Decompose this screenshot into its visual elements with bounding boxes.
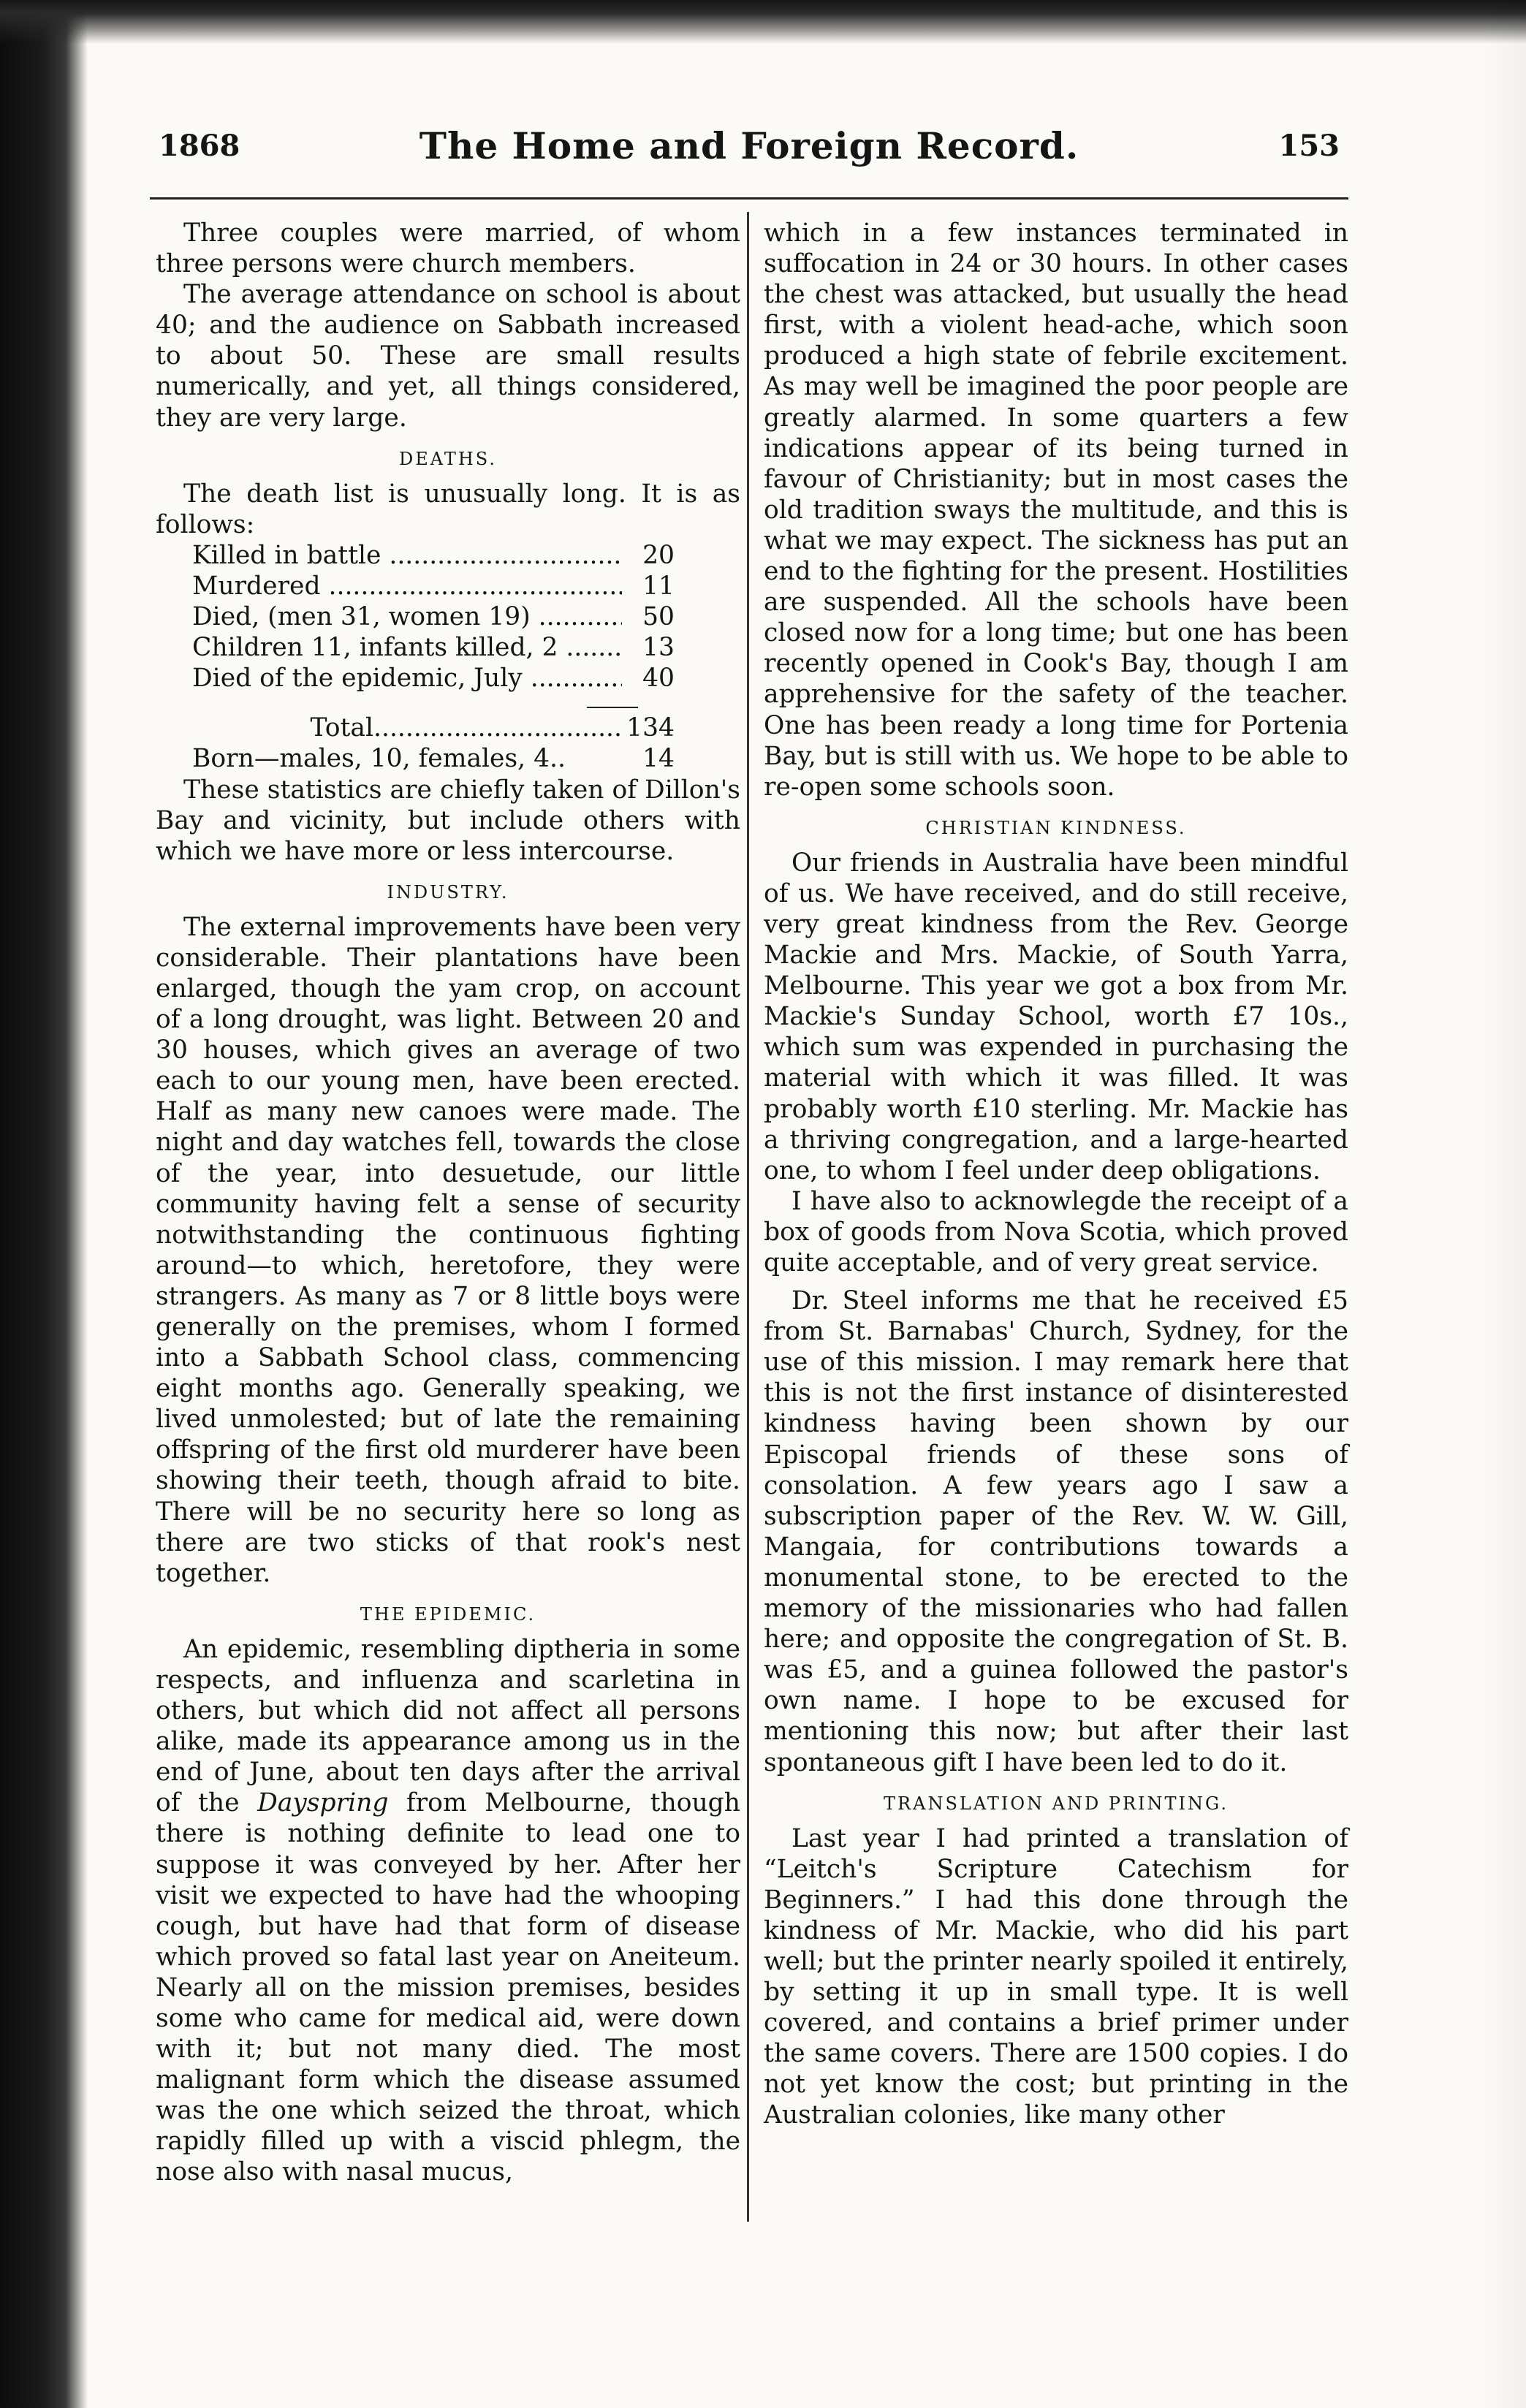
section-heading-epidemic: THE EPIDEMIC. xyxy=(360,1603,536,1625)
epidemic-text-start: An epidemic, resembling diptheria in some respects, and influenza and scarletina in others, but which did not affect all persons alike, made its appearance among us in the end of June, about ten days after the arrival of the xyxy=(156,1634,740,1818)
epidemic-text-end: from Melbourne, though there is nothing definite to lead one to suppose it was conveyed by her. After her visit we expected to have had the whooping cough, but have had that form of disease which proved so fatal last year on Aneiteum. Nearly all on the mission premises, besides some who came for medical aid, were down with it; but not many died. The most malignant form which the disease assumed was the one which seized the throat, which rapidly filled up with a viscid phlegm, the nose also with nasal mucus, xyxy=(156,1788,740,2187)
total-rule xyxy=(587,707,638,708)
stat-value: 11 xyxy=(642,571,675,601)
page-scan-edge-right xyxy=(1482,0,1526,2408)
running-header xyxy=(150,124,1348,194)
stat-label: Children 11, infants killed, 2 ..... xyxy=(192,632,622,663)
stat-label: Murdered ..... xyxy=(192,571,622,601)
born-value: 14 xyxy=(642,744,675,774)
stat-value: 50 xyxy=(642,602,675,632)
stat-value: 40 xyxy=(642,664,675,694)
stat-row xyxy=(192,571,675,601)
paragraph-attendance: The average attendance on school is about 40; and the audience on Sabbath increased to about 50. These are small results numerically, and yet, all things considered, they are very large. xyxy=(156,280,740,433)
journal-title: The Home and Foreign Record. xyxy=(419,124,1079,167)
total-label: Total ..... xyxy=(192,713,622,743)
born-row xyxy=(192,743,675,774)
paragraph-kindness-st-barnabas: Dr. Steel informs me that he received £5 from St. Barnabas' Church, Sydney, for the use of this mission. I may remark here that this is not the first instance of disinterested kindness having been shown by our Episcopal friends of these sons of consolation. A few years ago I saw a subscription paper of the Rev. W. W. Gill, Mangaia, for contributions towards a monumental stone, to be erected to the memory of the missionaries who had fallen here; and opposite the congregation of St. B. was £5, and a guinea followed the pastor's own name. I hope to be excused for mentioning this now; but after their last spontaneous gift I have been led to do it. xyxy=(764,1286,1348,1777)
stat-label: Died of the epidemic, July ..... xyxy=(192,663,622,694)
section-heading-translation: TRANSLATION AND PRINTING. xyxy=(884,1793,1229,1814)
stat-value: 20 xyxy=(642,540,675,570)
paragraph-translation: Last year I had printed a translation of “Leitch's Scripture Catechism for Beginners.” I had this done through the kindness of Mr. Mackie, who did his part well; but the printer nearly spoiled it entirely, by setting it up in small type. It is well covered, and contains a brief primer under the same covers. There are 1500 copies. I do not yet know the cost; but printing in the Australian colonies, like many other xyxy=(764,1823,1348,2130)
stat-row xyxy=(192,632,675,663)
page-scan-edge-left xyxy=(0,0,88,2408)
section-heading-christian-kindness: CHRISTIAN KINDNESS. xyxy=(925,817,1187,838)
paragraph-kindness-nova-scotia: I have also to acknowlegde the receipt of a box of goods from Nova Scotia, which proved quite acceptable, and of very great service. xyxy=(764,1186,1348,1277)
stat-row xyxy=(192,601,675,632)
right-column xyxy=(764,218,1348,2131)
born-label: Born—males, 10, females, 4.. xyxy=(192,744,566,774)
paragraph-epidemic xyxy=(156,1634,740,2188)
column-divider xyxy=(747,212,749,2222)
paragraph-epidemic-continued: which in a few instances terminated in suffocation in 24 or 30 hours. In other cases the chest was attacked, but usually the head first, with a violent head-ache, which soon produced a high state of febrile excitement. As may well be imagined the poor people are greatly alarmed. In some quarters a few indications appear of its being turned in favour of Christianity; but in most cases the old tradition sways the multitude, and this is what we may expect. The sickness has put an end to the fighting for the present. Hostilities are suspended. All the schools have been closed now for a long time; but one has been recently opened in Cook's Bay, though I am apprehensive for the safety of the teacher. One has been ready a long time for Portenia Bay, but is still with us. We hope to be able to re-open some schools soon. xyxy=(764,219,1348,802)
stat-value: 13 xyxy=(642,633,675,663)
ship-name: Dayspring xyxy=(257,1788,389,1818)
stat-row xyxy=(192,663,675,694)
left-column xyxy=(156,218,740,2188)
paragraph-industry: The external improvements have been very considerable. Their plantations have been enlarged, though the yam crop, on account of a long drought, was light. Between 20 and 30 houses, which gives an average of two each to our young men, have been erected. Half as many new canoes were made. The night and day watches fell, towards the close of the year, into desuetude, our little community having felt a sense of security notwithstanding the continuous fighting around—to which, heretofore, they were strangers. As many as 7 or 8 little boys were generally on the premises, whom I formed into a Sabbath School class, commencing eight months ago. Generally speaking, we lived unmolested; but of late the remaining offspring of the first old murderer have been showing their teeth, though afraid to bite. There will be no security here so long as there are two sticks of that rook's nest together. xyxy=(156,912,740,1588)
total-value: 134 xyxy=(626,713,675,743)
paragraph-marriages: Three couples were married, of whom three persons were church members. xyxy=(156,219,740,279)
paragraph-statistics: These statistics are chiefly taken of Dillon's Bay and vicinity, but include others with which we have more or less intercourse. xyxy=(156,775,740,866)
section-heading-deaths: DEATHS. xyxy=(399,448,497,469)
stat-label: Died, (men 31, women 19) ..... xyxy=(192,601,622,632)
header-year: 1868 xyxy=(159,129,240,163)
stat-label: Killed in battle ..... xyxy=(192,540,622,571)
section-heading-industry: INDUSTRY. xyxy=(387,881,509,903)
page-number: 153 xyxy=(1278,129,1340,163)
death-statistics-table xyxy=(192,540,740,694)
total-row xyxy=(192,713,675,743)
paragraph-death-list: The death list is unusually long. It is as follows: xyxy=(156,479,740,539)
stat-row xyxy=(192,540,675,571)
page-scan-edge-top xyxy=(0,0,1526,44)
header-rule xyxy=(150,197,1348,200)
paragraph-kindness-australia: Our friends in Australia have been mindful of us. We have received, and do still receive, very great kindness from the Rev. George Mackie and Mrs. Mackie, of South Yarra, Melbourne. This year we got a box from Mr. Mackie's Sunday School, worth £7 10s., which sum was expended in purchasing the material with which it was filled. It was probably worth £10 sterling. Mr. Mackie has a thriving congregation, and a large-hearted one, to whom I feel under deep obligations. xyxy=(764,848,1348,1185)
